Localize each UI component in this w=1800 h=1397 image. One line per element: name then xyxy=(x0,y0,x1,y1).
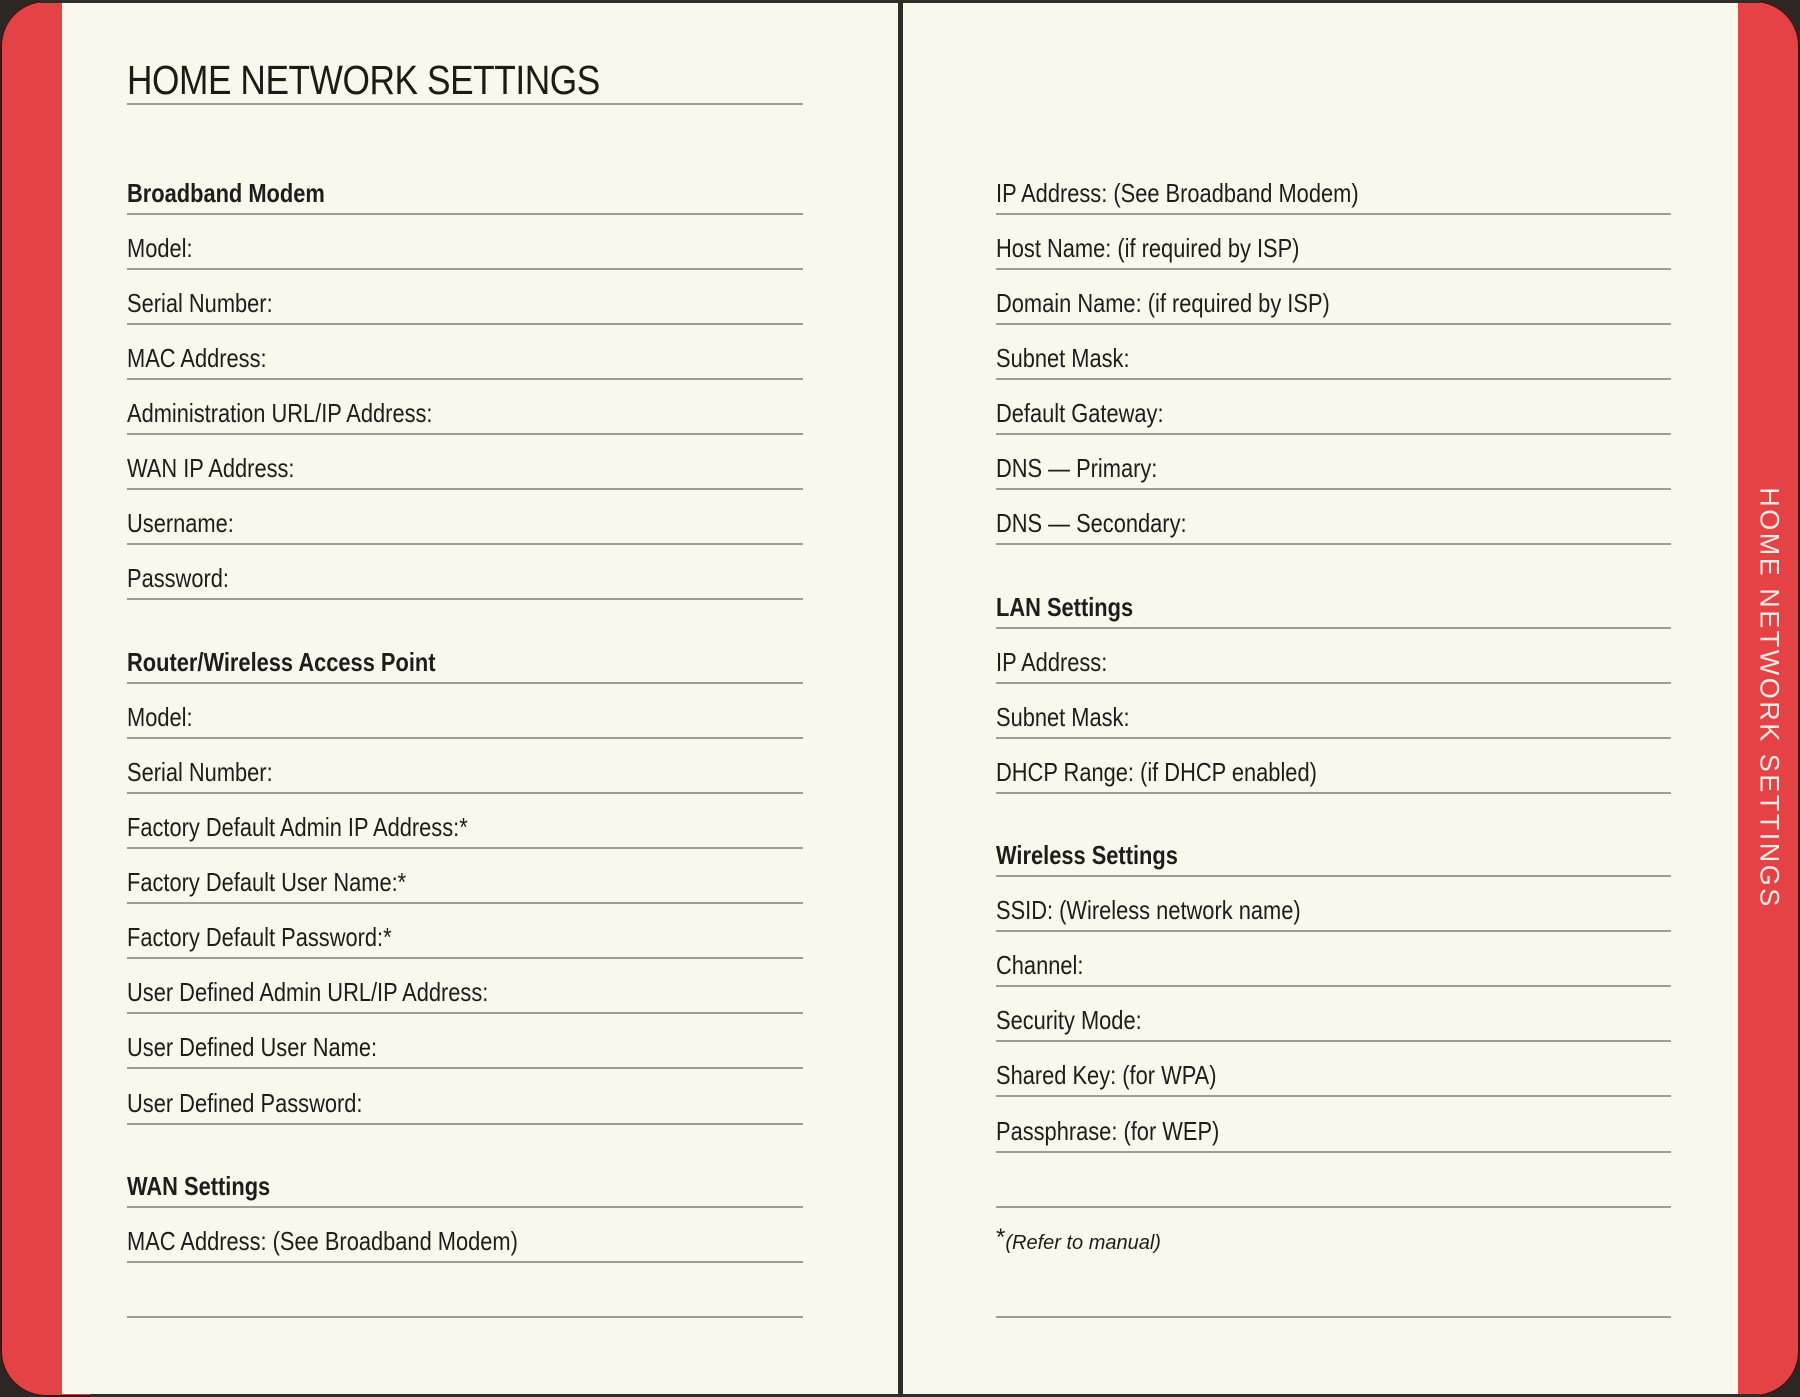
field-wireless-shared-key[interactable] xyxy=(996,1055,1671,1097)
field-router-factory-admin-ip[interactable] xyxy=(127,807,803,849)
heading-label: Router/Wireless Access Point xyxy=(127,647,436,677)
field-wan-dns-secondary[interactable] xyxy=(996,503,1671,545)
field-lan-ip-address[interactable] xyxy=(996,642,1671,684)
heading-label: Broadband Modem xyxy=(127,178,325,208)
heading-label: WAN Settings xyxy=(127,1171,271,1201)
page-title-text: HOME NETWORK SETTINGS xyxy=(127,57,600,103)
footnote xyxy=(996,1224,1161,1256)
field-label: Serial Number: xyxy=(127,288,273,318)
field-wireless-ssid[interactable] xyxy=(996,890,1671,932)
heading-label: LAN Settings xyxy=(996,592,1134,622)
field-label: Password: xyxy=(127,563,229,593)
field-lan-subnet-mask[interactable] xyxy=(996,697,1671,739)
field-wan-default-gateway[interactable] xyxy=(996,393,1671,435)
field-label: DNS — Secondary: xyxy=(996,508,1187,538)
field-router-factory-username[interactable] xyxy=(127,862,803,904)
footnote-text: (Refer to manual) xyxy=(1005,1232,1161,1254)
field-label: IP Address: (See Broadband Modem) xyxy=(996,178,1359,208)
field-label: Factory Default Admin IP Address:* xyxy=(127,812,468,842)
field-label: Subnet Mask: xyxy=(996,702,1130,732)
heading-label: Wireless Settings xyxy=(996,840,1178,870)
field-lan-dhcp-range[interactable] xyxy=(996,752,1671,794)
section-heading-wan-settings xyxy=(127,1166,803,1208)
field-label: Host Name: (if required by ISP) xyxy=(996,233,1300,263)
asterisk-symbol: * xyxy=(996,1224,1006,1251)
field-label: Subnet Mask: xyxy=(996,343,1130,373)
field-modem-password[interactable] xyxy=(127,558,803,600)
side-tab-label: HOME NETWORK SETTINGS xyxy=(1754,487,1785,909)
field-modem-admin-url[interactable] xyxy=(127,393,803,435)
field-label: User Defined Admin URL/IP Address: xyxy=(127,977,489,1007)
field-wan-dns-primary[interactable] xyxy=(996,448,1671,490)
section-heading-broadband-modem xyxy=(127,173,803,215)
field-router-user-username[interactable] xyxy=(127,1027,803,1069)
field-wireless-channel[interactable] xyxy=(996,945,1671,987)
field-label: DHCP Range: (if DHCP enabled) xyxy=(996,757,1317,787)
field-wireless-passphrase[interactable] xyxy=(996,1111,1671,1153)
field-label: Default Gateway: xyxy=(996,398,1164,428)
field-label: Passphrase: (for WEP) xyxy=(996,1116,1220,1146)
field-router-user-admin-url[interactable] xyxy=(127,972,803,1014)
field-label: WAN IP Address: xyxy=(127,453,295,483)
field-label: Factory Default Password:* xyxy=(127,922,392,952)
field-label: Channel: xyxy=(996,950,1084,980)
field-wan-host-name[interactable] xyxy=(996,228,1671,270)
field-label: Factory Default User Name:* xyxy=(127,867,407,897)
field-router-user-password[interactable] xyxy=(127,1083,803,1125)
field-blank-line[interactable] xyxy=(996,1276,1671,1318)
field-label: MAC Address: xyxy=(127,343,267,373)
page-title xyxy=(127,57,803,105)
field-blank-line[interactable] xyxy=(127,1276,803,1318)
field-label: Model: xyxy=(127,233,193,263)
field-modem-mac-address[interactable] xyxy=(127,338,803,380)
field-label: Serial Number: xyxy=(127,757,273,787)
field-wireless-security-mode[interactable] xyxy=(996,1000,1671,1042)
field-router-serial-number[interactable] xyxy=(127,752,803,794)
field-label: DNS — Primary: xyxy=(996,453,1158,483)
field-label: MAC Address: (See Broadband Modem) xyxy=(127,1226,518,1256)
field-router-factory-password[interactable] xyxy=(127,917,803,959)
field-label: Domain Name: (if required by ISP) xyxy=(996,288,1330,318)
section-side-tab xyxy=(1738,0,1800,1397)
field-label: Username: xyxy=(127,508,234,538)
section-heading-lan-settings xyxy=(996,587,1671,629)
field-blank-line[interactable] xyxy=(996,1166,1671,1208)
field-label: Administration URL/IP Address: xyxy=(127,398,433,428)
field-wan-domain-name[interactable] xyxy=(996,283,1671,325)
field-label: User Defined User Name: xyxy=(127,1032,378,1062)
field-label: User Defined Password: xyxy=(127,1088,363,1118)
field-label: IP Address: xyxy=(996,647,1108,677)
field-label: SSID: (Wireless network name) xyxy=(996,895,1301,925)
field-label: Shared Key: (for WPA) xyxy=(996,1060,1217,1090)
section-heading-router xyxy=(127,642,803,684)
field-wan-subnet-mask[interactable] xyxy=(996,338,1671,380)
field-modem-model[interactable] xyxy=(127,228,803,270)
field-label: Security Mode: xyxy=(996,1005,1142,1035)
field-wan-mac-address[interactable] xyxy=(127,1221,803,1263)
section-heading-wireless-settings xyxy=(996,835,1671,877)
field-label: Model: xyxy=(127,702,193,732)
field-modem-username[interactable] xyxy=(127,503,803,545)
top-edge xyxy=(40,0,1760,3)
field-modem-wan-ip[interactable] xyxy=(127,448,803,490)
field-modem-serial-number[interactable] xyxy=(127,283,803,325)
field-router-model[interactable] xyxy=(127,697,803,739)
field-wan-ip-address[interactable] xyxy=(996,173,1671,215)
book-spine xyxy=(898,0,903,1397)
